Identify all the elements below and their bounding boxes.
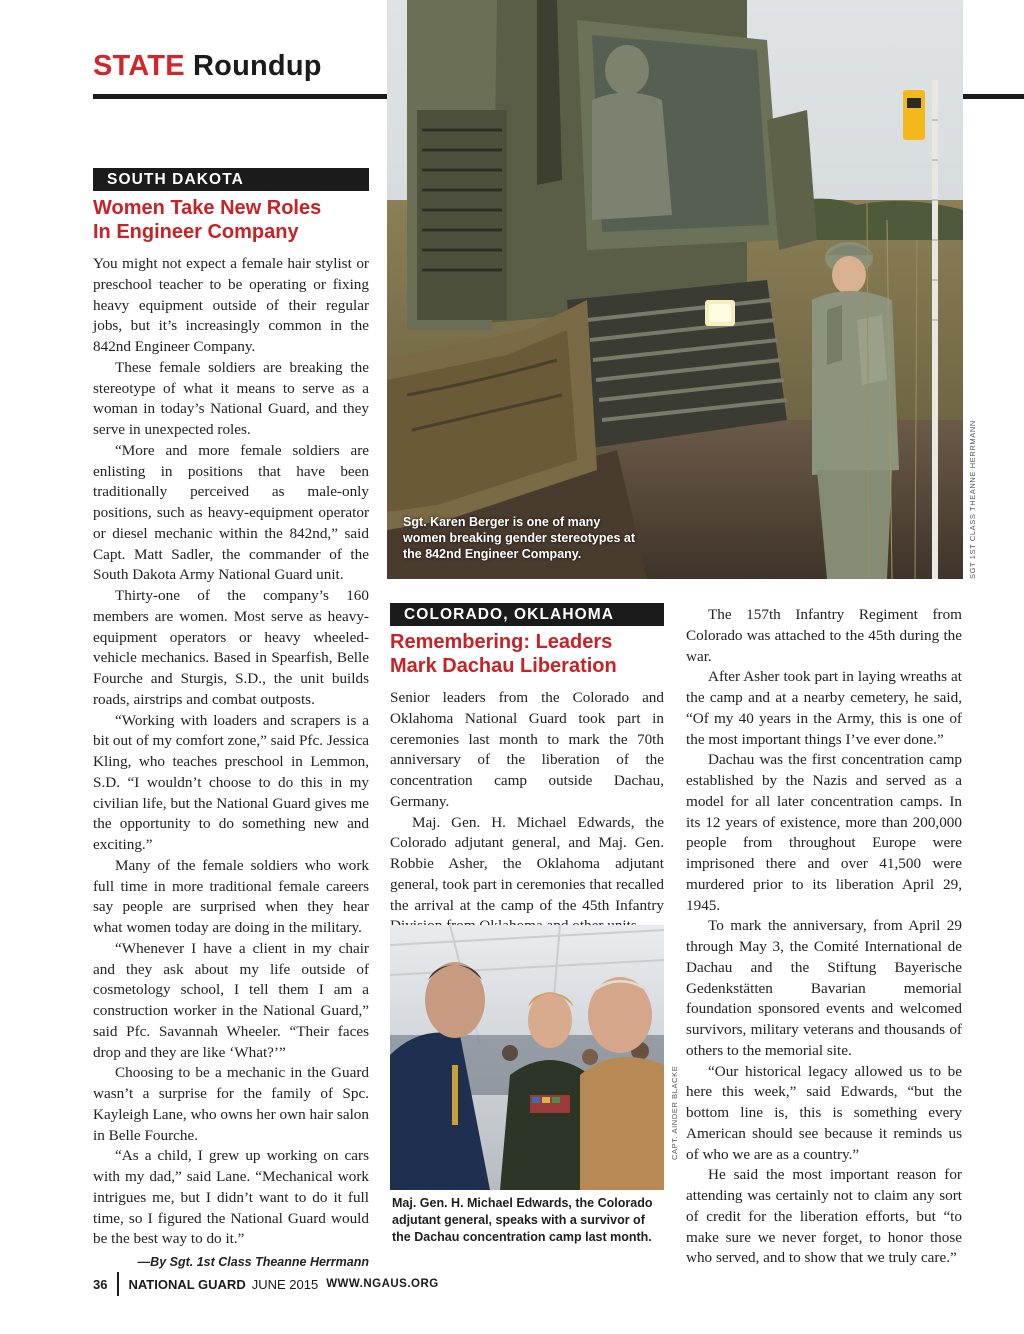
magazine-name: NATIONAL GUARD	[128, 1276, 246, 1292]
section-title-accent: STATE	[93, 50, 185, 82]
section-title	[93, 50, 322, 83]
photo-top-credit: SGT 1ST CLASS THEANNE HERRMANN	[968, 420, 977, 579]
page-footer	[93, 1272, 439, 1296]
tag-south-dakota: SOUTH DAKOTA	[93, 168, 369, 191]
header-rule-right	[963, 94, 1024, 99]
photo-mid-caption: Maj. Gen. H. Michael Edwards, the Colorado adjutant general, speaks with a survivor of the Dachau concentration camp last month.	[392, 1196, 653, 1244]
footer-divider	[117, 1272, 119, 1296]
paragraph: You might not expect a female hair stylist or preschool teacher to be operating or fixing heavy equipment outside of their regular jobs, but it’s increasingly common in the 842nd Engineer Company.	[93, 255, 369, 355]
paragraph: “Whenever I have a client in my chair and they ask about my life outside of cosmetology school, I tell them I am a construction worker in the National Guard,” said Pfc. Savannah Wheeler. “Their faces drop and they are like ‘What?’”	[93, 939, 369, 1061]
photo-mid-credit: CAPT. AINDER BLACKE	[670, 1065, 679, 1160]
headline-colorado	[390, 630, 680, 678]
photo-bulldozer	[387, 0, 963, 579]
headline-line-1: Remembering: Leaders	[390, 631, 613, 653]
article-colorado-right	[686, 605, 962, 1269]
paragraph: “More and more female soldiers are enlisting in positions that have been traditionally perceived as male-only positions, such as heavy-equipment operator or diesel mechanic within the 842nd,” said Capt. Matt Sadler, the commander of the South Dakota Army National Guard unit.	[93, 441, 369, 584]
header-rule	[93, 94, 387, 99]
paragraph: “Working with loaders and scrapers is a bit out of my comfort zone,” said Pfc. Jessica Kling, who teaches preschool in Lemmon, S.D. “I wouldn’t choose to do this in my civilian life, but the National Guard gives me the opportunity to do something new and exciting.”	[93, 711, 369, 853]
paragraph: After Asher took part in laying wreaths at the camp and at a nearby cemetery, he said, “Of my 40 years in the Army, this is one of the most important things I’ve ever done.”	[686, 668, 962, 748]
paragraph: Dachau was the first concentration camp established by the Nazis and served as a model for all later concentration camps. In its 12 years of existence, more than 200,000 people from throughout Europe were imprisoned there and over 41,500 were murdered prior to its liberation April 29, 1945.	[686, 751, 962, 914]
paragraph: Choosing to be a mechanic in the Guard wasn’t a surprise for the family of Spc. Kayleigh Lane, who owns her own hair salon in Belle Fourche.	[93, 1064, 369, 1144]
paragraph: To mark the anniversary, from April 29 through May 3, the Comité International de Dachau and the Stiftung Bayerische Gedenkstätten Bavarian memorial foundation sponsored events and welcomed survivors, military veterans and thousands of others to the memorial site.	[686, 917, 962, 1059]
photo-top-caption: Sgt. Karen Berger is one of many women breaking gender stereotypes at the 842nd Engineer Company.	[403, 515, 636, 561]
byline: —By Sgt. 1st Class Theanne Herrmann	[137, 1255, 369, 1269]
paragraph: These female soldiers are breaking the stereotype of what it means to serve as a woman in today’s National Guard, and they serve in unexpected roles.	[93, 358, 369, 438]
article-colorado-left	[390, 688, 664, 937]
paragraph: The 157th Infantry Regiment from Colorado was attached to the 45th during the war.	[686, 606, 962, 665]
page-number: 36	[93, 1276, 108, 1292]
headline-south-dakota	[93, 196, 383, 244]
paragraph: Senior leaders from the Colorado and Oklahoma National Guard took part in ceremonies last month to mark the 70th anniversary of the liberation of the concentration camp outside Dachau, Germany.	[390, 689, 664, 810]
ceremony-illustration	[390, 925, 664, 1190]
headline-line-1: Women Take New Roles	[93, 197, 322, 219]
paragraph: Thirty-one of the company’s 160 members are women. Most serve as heavy-equipment operators or heavy wheeled-vehicle mechanics. Based in Spearfish, Belle Fourche and Sturgis, S.D., the unit builds roads, airstrips and combat outposts.	[93, 587, 369, 708]
issue-date: JUNE 2015	[251, 1276, 319, 1292]
website-link[interactable]: WWW.NGAUS.ORG	[326, 1278, 439, 1290]
paragraph: “As a child, I grew up working on cars with my dad,” said Lane. “Mechanical work intrigues me, but I didn’t want to do it full time, so I figured the National Guard would be the best way to do it.”	[93, 1147, 369, 1248]
paragraph: “Our historical legacy allowed us to be here this week,” said Edwards, “but the bottom line is, this is something every American should see because it reminds us of who we are as a country.”	[686, 1062, 962, 1163]
section-title-rest: Roundup	[193, 50, 322, 82]
headline-line-2: In Engineer Company	[93, 221, 299, 243]
paragraph: Maj. Gen. H. Michael Edwards, the Colorado adjutant general, and Maj. Gen. Robbie Asher, the Oklahoma adjutant general, took part in ceremonies that recalled the arrival at the camp of the 45th Infantry	[390, 813, 664, 914]
paragraph: Many of the female soldiers who work full time in more traditional female careers say people are surprised when they hear what women today are doing in the military.	[93, 856, 369, 936]
article-south-dakota	[93, 254, 369, 1273]
bulldozer-illustration	[387, 0, 963, 579]
paragraph: He said the most important reason for attending was certainly not to claim any sort of credit for the liberation efforts, but “to make sure we never forget, to honor those who served, and to show that we truly care.”	[686, 1166, 962, 1267]
photo-dachau-ceremony	[390, 925, 664, 1190]
tag-colorado-oklahoma: COLORADO, OKLAHOMA	[390, 603, 664, 626]
headline-line-2: Mark Dachau Liberation	[390, 655, 617, 677]
